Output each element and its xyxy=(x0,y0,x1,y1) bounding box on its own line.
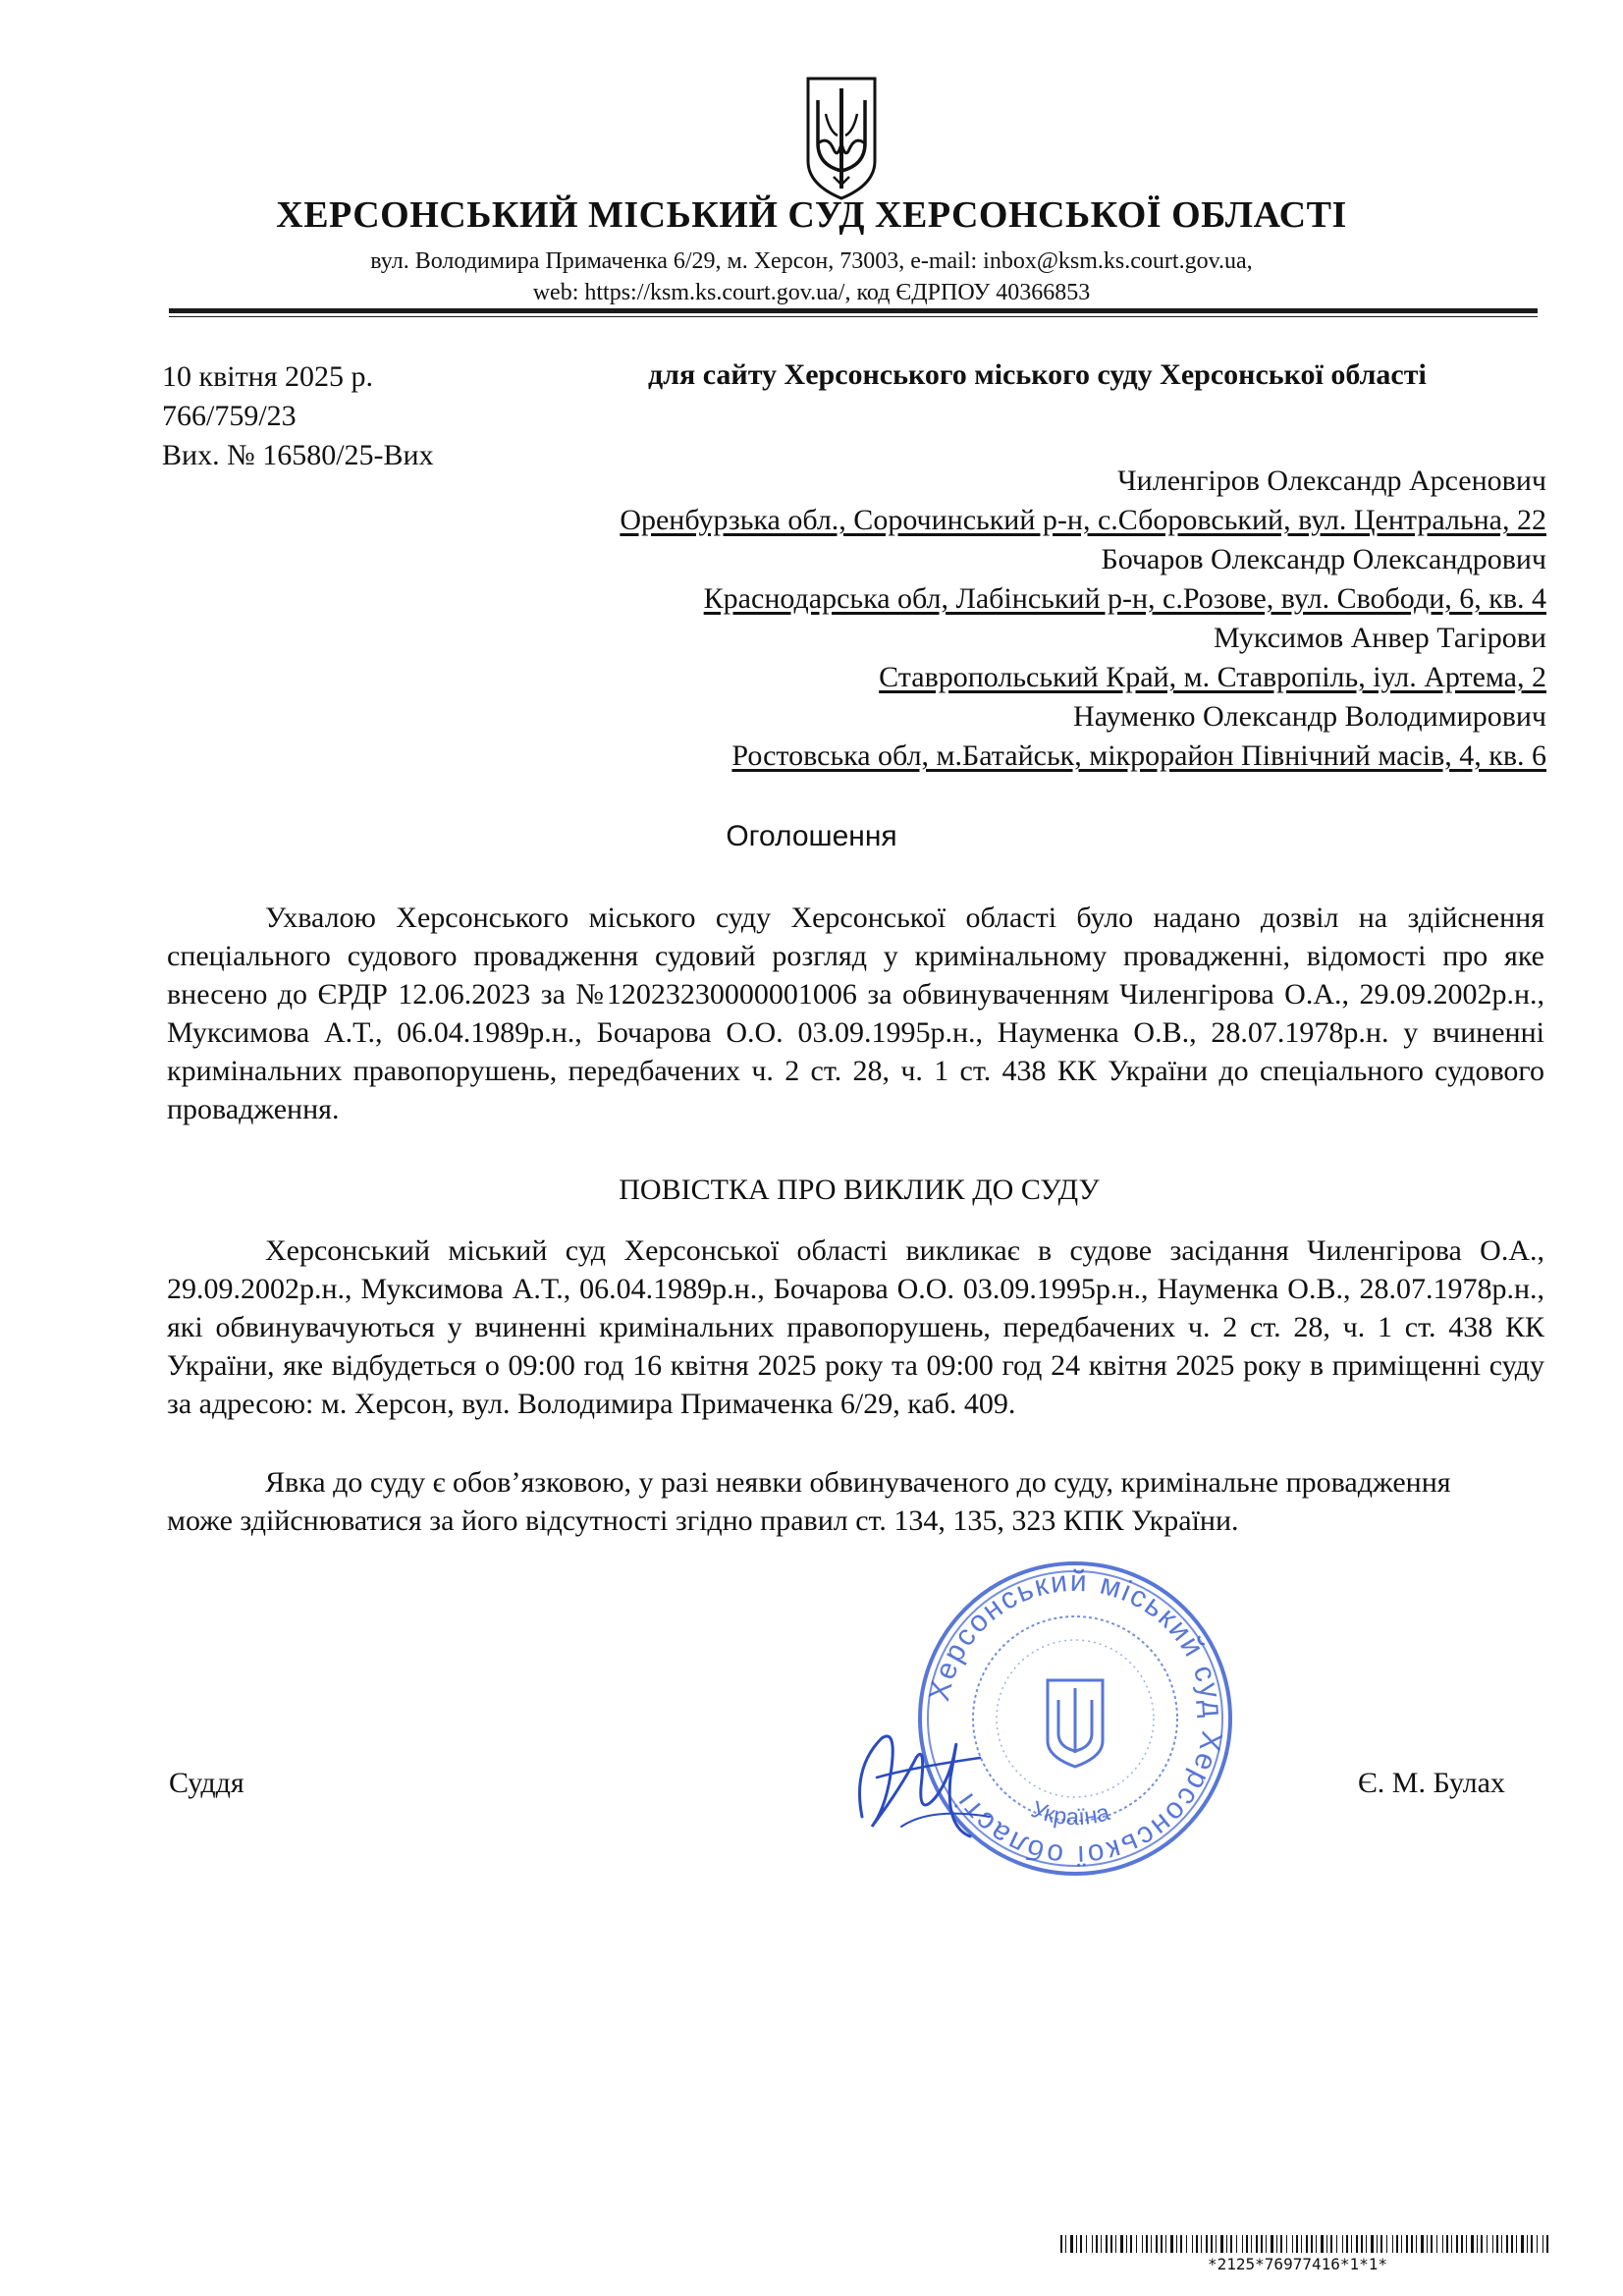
barcode-bar xyxy=(1196,2235,1198,2253)
barcode-number: *2125*76977416*1*1* xyxy=(1208,2255,1388,2273)
barcode-bar xyxy=(1101,2235,1102,2253)
barcode-bar xyxy=(1226,2235,1227,2253)
addressee-name: Чиленгіров Олександр Арсенович xyxy=(1117,465,1546,497)
barcode-bar xyxy=(1165,2235,1166,2253)
barcode-bar xyxy=(1120,2235,1123,2253)
barcode-bar xyxy=(1256,2235,1258,2253)
barcode-bar xyxy=(1246,2235,1248,2253)
barcode-icon xyxy=(1060,2235,1556,2253)
barcode-bar xyxy=(1236,2235,1237,2253)
barcode-bar xyxy=(1496,2235,1498,2253)
summons-title: ПОВІСТКА ПРО ВИКЛИК ДО СУДУ xyxy=(619,1174,1100,1206)
barcode-bar xyxy=(1216,2235,1217,2253)
court-address-line-2: web: https://ksm.ks.court.gov.ua/, код ЄДРПОУ 40366853 xyxy=(532,280,1091,305)
barcode-bar xyxy=(1306,2235,1308,2253)
addressee-address: Краснодарська обл, Лабінський р-н, с.Розове, вул. Свободи, 6, кв. 4 xyxy=(703,582,1546,615)
barcode-bar xyxy=(1080,2235,1082,2253)
seal-text: Херсонський міський суд Херсонської області xyxy=(923,1564,1229,1873)
barcode-bar xyxy=(1311,2235,1313,2253)
attendance-paragraph: Явка до суду є обов’язковою, у разі неявки обвинуваченого до суду, кримінальне провадження може здійснюватися за його відсутності згідно правил ст. 134, 135, 323 КПК України. xyxy=(167,1466,1451,1537)
barcode-bar xyxy=(1356,2235,1358,2253)
document-date: 10 квітня 2025 р. xyxy=(162,360,374,393)
barcode-bar xyxy=(1242,2235,1243,2253)
notice-paragraph: Ухвалою Херсонського міського суду Херсонської області було надано дозвіл на здійснення спеціального судового провадження судовий розгляд у кримінальному провадженні, відомості про яке внесено до ЄРДР 12.06.2023 за №12023230000001006 за обвинуваченням Чиленгірова О.А., 29.09.2002р.н., Муксимова А.Т., 06.04.1989р.н., Бочарова О.О. 03.09.1995р.н., Науменка О.В., 28.07.1978р.н. у вчиненні кримінальних правопорушень, передбачених ч. 2 ст. 28, ч. 1 ст. 438 КК України до спеціального судового провадження. xyxy=(167,902,1544,1125)
barcode-bar xyxy=(1060,2235,1062,2253)
barcode-bar xyxy=(1401,2235,1402,2253)
addressee-list xyxy=(620,462,1546,776)
barcode-bar xyxy=(1451,2235,1452,2253)
barcode-bar xyxy=(1346,2235,1348,2253)
barcode-bar xyxy=(1251,2235,1252,2253)
barcode-bar xyxy=(1192,2235,1193,2253)
court-name: ХЕРСОНСЬКИЙ МІСЬКИЙ СУД ХЕРСОНСЬКОЇ ОБЛАСТІ xyxy=(276,194,1347,236)
barcode-bar xyxy=(1506,2235,1508,2253)
barcode-bar xyxy=(1516,2235,1517,2253)
barcode-bar xyxy=(1456,2235,1458,2253)
judge-name: Є. М. Булах xyxy=(1358,1767,1505,1799)
barcode-bar xyxy=(1211,2235,1213,2253)
svg-text:Україна xyxy=(1028,1796,1113,1831)
barcode-bar xyxy=(1280,2235,1282,2253)
barcode-bar xyxy=(1070,2235,1073,2253)
barcode-bar xyxy=(1161,2235,1163,2253)
barcode-bar xyxy=(1130,2235,1132,2253)
barcode-bar xyxy=(1076,2235,1077,2253)
barcode-bar xyxy=(1361,2235,1363,2253)
barcode-bar xyxy=(1106,2235,1108,2253)
barcode-bar xyxy=(1487,2235,1488,2253)
barcode-bar xyxy=(1201,2235,1202,2253)
barcode-bar xyxy=(1416,2235,1417,2253)
header-divider-thin xyxy=(169,316,1538,317)
barcode-bar xyxy=(1446,2235,1448,2253)
barcode-bar xyxy=(1330,2235,1332,2253)
judge-label: Суддя xyxy=(169,1767,244,1799)
addressee-address: Ставропольський Край, м. Ставропіль, іул. Артема, 2 xyxy=(879,661,1546,693)
barcode-bar xyxy=(1431,2235,1433,2253)
barcode-bar xyxy=(1436,2235,1437,2253)
for-site-heading: для сайту Херсонського міського суду Херсонської області xyxy=(648,358,1427,391)
barcode-bar xyxy=(1471,2235,1474,2253)
court-address xyxy=(167,246,1456,308)
barcode-bar xyxy=(1366,2235,1367,2253)
barcode-bar xyxy=(1386,2235,1387,2253)
barcode-bar xyxy=(1276,2235,1277,2253)
barcode-bar xyxy=(1206,2235,1208,2253)
barcode-bar xyxy=(1292,2235,1293,2253)
barcode-bar xyxy=(1286,2235,1287,2253)
handwritten-signature-icon xyxy=(842,1699,1009,1856)
seal-country: Україна xyxy=(1027,1795,1113,1831)
barcode-bar xyxy=(1546,2235,1548,2253)
barcode-bar xyxy=(1151,2235,1152,2253)
barcode-bar xyxy=(1371,2235,1374,2253)
barcode-bar xyxy=(1351,2235,1352,2253)
barcode-bar xyxy=(1542,2235,1543,2253)
document-meta xyxy=(162,357,434,475)
addressee-name: Бочаров Олександр Олександрович xyxy=(1101,543,1546,575)
barcode-bar xyxy=(1396,2235,1398,2253)
barcode-bar xyxy=(1461,2235,1463,2253)
barcode-bar xyxy=(1096,2235,1098,2253)
barcode-bar xyxy=(1427,2235,1428,2253)
outgoing-number: Вих. № 16580/25-Вих xyxy=(162,439,434,471)
barcode-bar xyxy=(1342,2235,1343,2253)
court-address-line-1: вул. Володимира Примаченка 6/29, м. Херсон, 73003, e-mail: inbox@ksm.ks.court.gov.ua, xyxy=(370,248,1253,274)
barcode-bar xyxy=(1326,2235,1327,2253)
barcode-bar xyxy=(1377,2235,1378,2253)
barcode-bar xyxy=(1521,2235,1524,2253)
header-divider xyxy=(169,308,1538,313)
barcode-bar xyxy=(1176,2235,1177,2253)
barcode-bar xyxy=(1492,2235,1493,2253)
barcode-bar xyxy=(1146,2235,1148,2253)
barcode-bar xyxy=(1230,2235,1232,2253)
barcode-bar xyxy=(1392,2235,1393,2253)
barcode-bar xyxy=(1537,2235,1538,2253)
barcode-bar xyxy=(1170,2235,1173,2253)
barcode-bar xyxy=(1110,2235,1112,2253)
barcode-bar xyxy=(1380,2235,1382,2253)
summons-paragraph: Херсонський міський суд Херсонської області викликає в судове засідання Чиленгірова О.А., 29.09.2002р.н., Муксимова А.Т., 06.04.1989р.н., Бочарова О.О. 03.09.1995р.н., Науменка О.В., 28.07.1978р.н., які обвинувачуються у вчиненні кримінальних правопорушень, передбачених ч. 2 ст. 28, ч. 1 ст. 438 КК України, яке відбудеться о 09:00 год 16 квітня 2025 року та 09:00 год 24 квітня 2025 року в приміщенні суду за адресою: м. Херсон, вул. Володимира Примаченка 6/29, каб. 409. xyxy=(167,1234,1544,1420)
barcode-bar xyxy=(1406,2235,1408,2253)
barcode-bar xyxy=(1261,2235,1263,2253)
barcode-bar xyxy=(1531,2235,1533,2253)
barcode-bar xyxy=(1115,2235,1116,2253)
barcode-bar xyxy=(1092,2235,1093,2253)
barcode-bar xyxy=(1220,2235,1223,2253)
barcode-bar xyxy=(1321,2235,1324,2253)
barcode-bar xyxy=(1511,2235,1513,2253)
barcode-bar xyxy=(1466,2235,1467,2253)
barcode-bar xyxy=(1336,2235,1337,2253)
barcode-bar xyxy=(1481,2235,1483,2253)
barcode-bar xyxy=(1296,2235,1298,2253)
barcode-bar xyxy=(1180,2235,1182,2253)
addressee-address: Оренбурзька обл., Сорочинський р-н, с.Сборовський, вул. Центральна, 22 xyxy=(620,504,1546,536)
barcode-bar xyxy=(1301,2235,1302,2253)
barcode-bar xyxy=(1501,2235,1502,2253)
barcode-bar xyxy=(1411,2235,1413,2253)
trident-emblem-icon xyxy=(804,75,879,202)
addressee-address: Ростовська обл, м.Батайськ, мікрорайон Північний масів, 4, кв. 6 xyxy=(731,739,1546,772)
addressee-name: Муксимов Анвер Тагірови xyxy=(1213,622,1546,654)
barcode-bar xyxy=(1271,2235,1273,2253)
barcode-bar xyxy=(1186,2235,1187,2253)
barcode-bar xyxy=(1477,2235,1478,2253)
barcode-bar xyxy=(1142,2235,1143,2253)
barcode-bar xyxy=(1126,2235,1127,2253)
barcode-bar xyxy=(1086,2235,1087,2253)
barcode-bar xyxy=(1421,2235,1424,2253)
barcode-bar xyxy=(1156,2235,1158,2253)
notice-title: Оголошення xyxy=(726,820,897,852)
barcode-bar xyxy=(1065,2235,1066,2253)
case-number: 766/759/23 xyxy=(162,400,297,432)
barcode-bar xyxy=(1136,2235,1137,2253)
addressee-name: Науменко Олександр Володимирович xyxy=(1073,700,1546,733)
barcode-bar xyxy=(1527,2235,1528,2253)
barcode-bar xyxy=(1266,2235,1267,2253)
barcode-bar xyxy=(1316,2235,1317,2253)
barcode-bar xyxy=(1442,2235,1443,2253)
